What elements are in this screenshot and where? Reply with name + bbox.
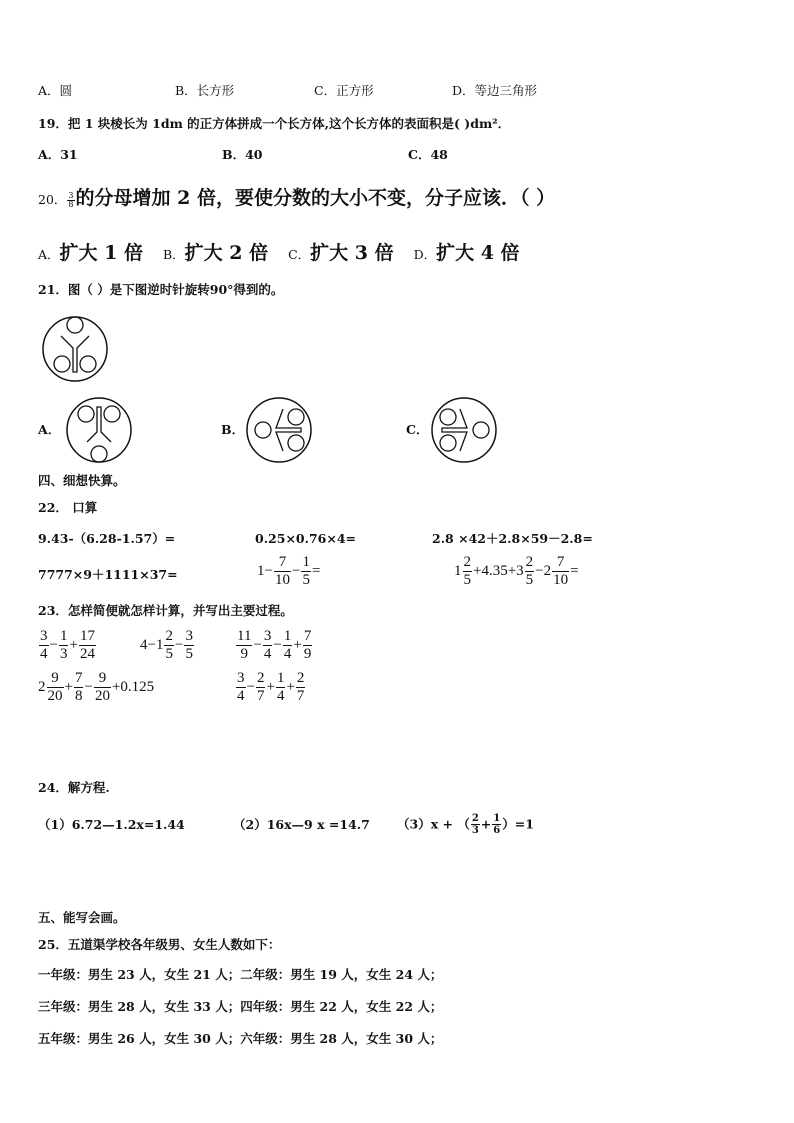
q20-option-d-label: D． (413, 247, 437, 262)
q18-option-a: A．圆 (38, 83, 73, 98)
q19-option-b: B．40 (222, 147, 263, 162)
section-4-heading: 四、细想快算。 (38, 473, 126, 488)
q20-option-c-label: C． (288, 247, 311, 262)
q20-number: 20． (38, 192, 67, 207)
q24-title: 24．解方程. (38, 780, 110, 795)
q20-option-c: 扩大 3 倍 (310, 242, 394, 264)
q25-line-2: 三年级：男生 28 人，女生 33 人；四年级：男生 22 人，女生 22 人； (38, 999, 443, 1014)
q20-option-a: 扩大 1 倍 (59, 242, 143, 264)
q18-option-c: C．正方形 (314, 83, 374, 98)
q23-expr-3: $\frac{11}{9}$ − $\frac{3}{4}$ − $\frac{1}{4}$ + $\frac{7}{9}$ (237, 628, 312, 662)
q21-option-b-figure (246, 397, 314, 465)
q23-expr-4: 2 $\frac{9}{20}$ + $\frac{7}{8}$ − $\frac{9}{20}$ +0.125 (38, 670, 155, 704)
q20-option-d: 扩大 4 倍 (436, 242, 520, 264)
q22-expr-5: 1− $\frac{7}{10}$ − $\frac{1}{5}$ = (257, 554, 321, 588)
q22-title: 22． 口算 (38, 500, 98, 515)
q24-eq-3: （3）x + （ $\frac{2}{3}$ + $\frac{1}{6}$ ）=1 (397, 813, 534, 836)
q21-option-a-label: A． (38, 422, 61, 437)
q23-expr-2: 4−1 $\frac{2}{5}$ − $\frac{3}{5}$ (140, 628, 193, 662)
q19-option-c: C．48 (408, 147, 448, 162)
q21-option-b-label: B． (221, 422, 245, 437)
q24-eq-1: （1）6.72—1.2x=1.44 (38, 817, 185, 832)
q21-original-figure (41, 315, 111, 385)
q20-fraction: $\frac{3}{8}$ (68, 191, 74, 209)
q19-option-a: A．31 (38, 147, 78, 162)
q22-expr-3: 2.8 ×42＋2.8×59－2.8= (432, 531, 593, 546)
q21-option-c-label: C． (406, 422, 429, 437)
q21-text: 21．图（ ）是下图逆时针旋转90°得到的。 (38, 282, 284, 297)
q18-option-d: D．等边三角形 (452, 83, 538, 98)
section-5-heading: 五、能写会画。 (38, 910, 126, 925)
q19-text: 19．把 1 块棱长为 1dm 的正方体拼成一个长方体,这个长方体的表面积是( )dm²． (38, 116, 511, 131)
q22-expr-4: 7777×9＋1111×37= (38, 567, 178, 582)
q23-title: 23．怎样简便就怎样计算，并写出主要过程。 (38, 603, 293, 618)
q25-title: 25．五道渠学校各年级男、女生人数如下： (38, 937, 281, 952)
q18-option-b: B．长方形 (175, 83, 235, 98)
q23-expr-1: $\frac{3}{4}$ − $\frac{1}{3}$ + $\frac{17}{24}$ (40, 628, 95, 662)
q21-option-c-figure (431, 397, 499, 465)
q20-options (38, 241, 520, 267)
q25-line-1: 一年级：男生 23 人，女生 21 人；二年级：男生 19 人，女生 24 人； (38, 967, 443, 982)
q24-eq-2: （2）16x—9 x =14.7 (233, 817, 370, 832)
q23-expr-5: $\frac{3}{4}$ − $\frac{2}{7}$ + $\frac{1}{4}$ + $\frac{2}{7}$ (237, 670, 305, 704)
q20-option-a-label: A． (38, 247, 60, 262)
q21-option-a-figure (66, 397, 134, 465)
q20-option-b-label: B． (162, 247, 185, 262)
q22-expr-6: 1 $\frac{2}{5}$ +4.35+3 $\frac{2}{5}$ −2 $\frac{7}{10}$ = (454, 554, 579, 588)
q20-line (38, 186, 555, 212)
q25-line-3: 五年级：男生 26 人，女生 30 人；六年级：男生 28 人，女生 30 人； (38, 1031, 443, 1046)
q22-expr-2: 0.25×0.76×4= (255, 531, 357, 546)
q22-expr-1: 9.43-（6.28-1.57）= (38, 531, 176, 546)
q20-text: 的分母增加 2 倍，要使分数的大小不变，分子应该．（ ） (75, 187, 556, 209)
q20-option-b: 扩大 2 倍 (184, 242, 269, 264)
